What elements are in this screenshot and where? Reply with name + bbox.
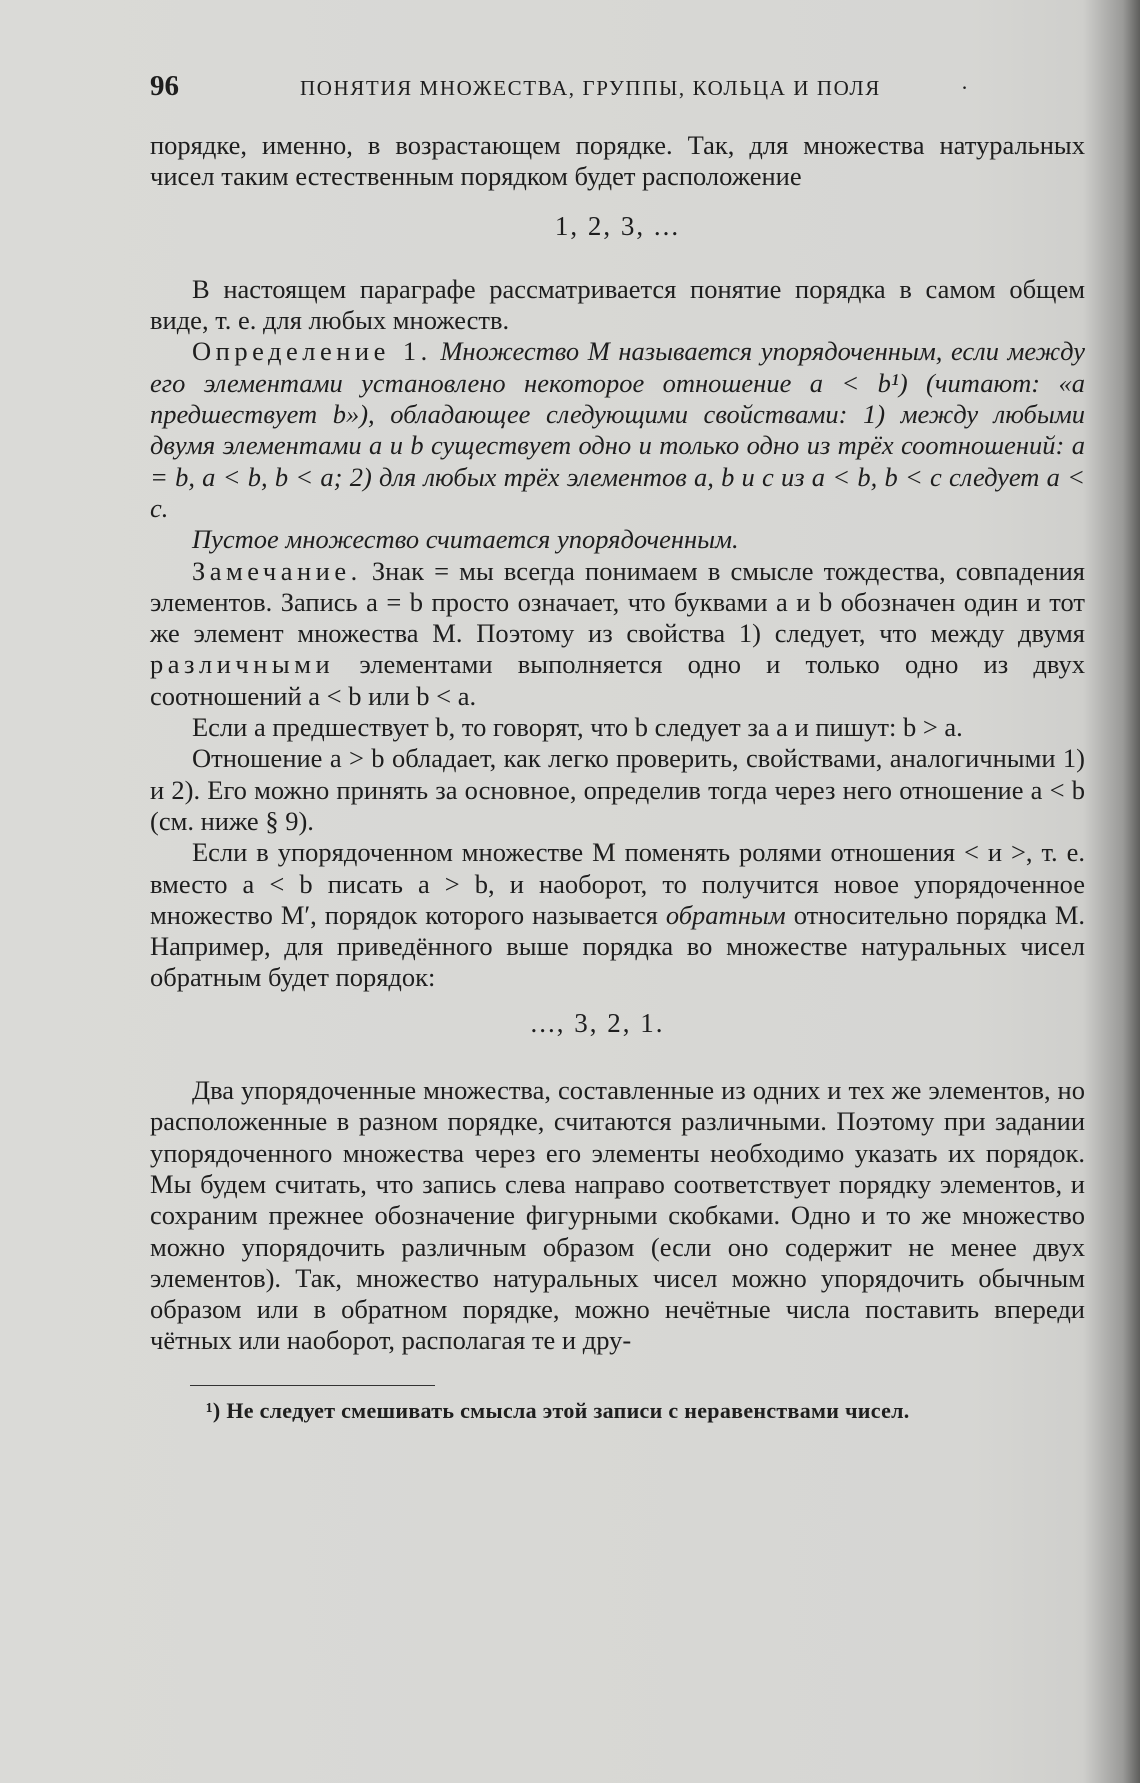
definition-label: Определение 1. [192, 336, 432, 367]
remark-emphasis: различными [150, 649, 335, 680]
footnote-divider [190, 1385, 435, 1386]
paragraph: В настоящем параграфе рассматривается понятие порядка в самом общем виде, т. е. для любых множеств. [150, 273, 1085, 336]
paragraph: Отношение a > b обладает, как легко проверить, свойствами, аналогичными 1) и 2). Его можно принять за основное, определив тогда через него отношение a < b (см. ниже § 9). [150, 743, 1085, 836]
formula-natural-order: 1, 2, 3, ... [554, 210, 681, 241]
page-number: 96 [150, 70, 179, 102]
header-dot: · [960, 75, 969, 100]
footnote: ¹) Не следует смешивать смысла этой записи с неравенствами чисел. [206, 1397, 910, 1423]
page-content [150, 70, 1085, 1424]
paragraph: порядке, именно, в возрастающем порядке. Так, для множества натуральных чисел таким естественным порядком будет расположение [150, 130, 1085, 192]
formula-reverse-order: ..., 3, 2, 1. [530, 1007, 665, 1038]
emphasis-obratnym: обратным [665, 899, 786, 930]
definition [150, 336, 1085, 524]
paragraph: Если a предшествует b, то говорят, что b следует за a и пишут: b > a. [192, 712, 963, 743]
paragraph: Если в упорядоченном множестве M поменять ролями отношения < и >, т. е. вместо a < b писать a > b, и наоборот, то получится новое упорядоченное множество M′, порядок которого называется обратным относительно порядка M. Например, для приведённого выше порядка во множестве натуральных чисел обратным будет порядок: [150, 837, 1086, 993]
empty-set-statement: Пустое множество считается упорядоченным. [192, 524, 739, 555]
remark: Замечание. Знак = мы всегда понимаем в смысле тождества, совпадения элементов. Запись a = b просто означает, что буквами a и b обозначен один и тот же элемент множества M. Поэтому из свойства 1) следует, что между двумя различными элементами выполняется одно и только одно из двух соотношений a < b или b < a. [150, 555, 1085, 711]
remark-label: Замечание. [192, 555, 362, 586]
body-text [150, 130, 1085, 1357]
definition-text: Множество M называется упорядоченным, если между его элементами установлено некоторое отношение a < b¹) (читают: «a предшествует b»), обладающее следующими свойствами: 1) между любыми двумя элементами a и b существует одно и только одно из трёх соотношений: a = b, a < b, b < a; 2) для любых трёх элементов a, b и c из a < b, b < c следует a < c. [150, 336, 1086, 523]
page-header [150, 70, 1085, 130]
running-head: ПОНЯТИЯ МНОЖЕСТВА, ГРУППЫ, КОЛЬЦА И ПОЛЯ [300, 76, 881, 100]
paragraph: Два упорядоченные множества, составленные из одних и тех же элементов, но расположенные в разном порядке, считаются различными. Поэтому при задании упорядоченного множества через его элементы необходимо указать их порядок. Мы будем считать, что запись слева направо соответствует порядку элементов, и сохраним прежнее обозначение фигурными скобками. Одно и то же множество можно упорядочить различным образом (если оно содержит не менее двух элементов). Так, множество натуральных чисел можно упорядочить обычным образом или в обратном порядке, можно нечётные числа поставить впереди чётных или наоборот, располагая те и дру- [150, 1075, 1085, 1356]
